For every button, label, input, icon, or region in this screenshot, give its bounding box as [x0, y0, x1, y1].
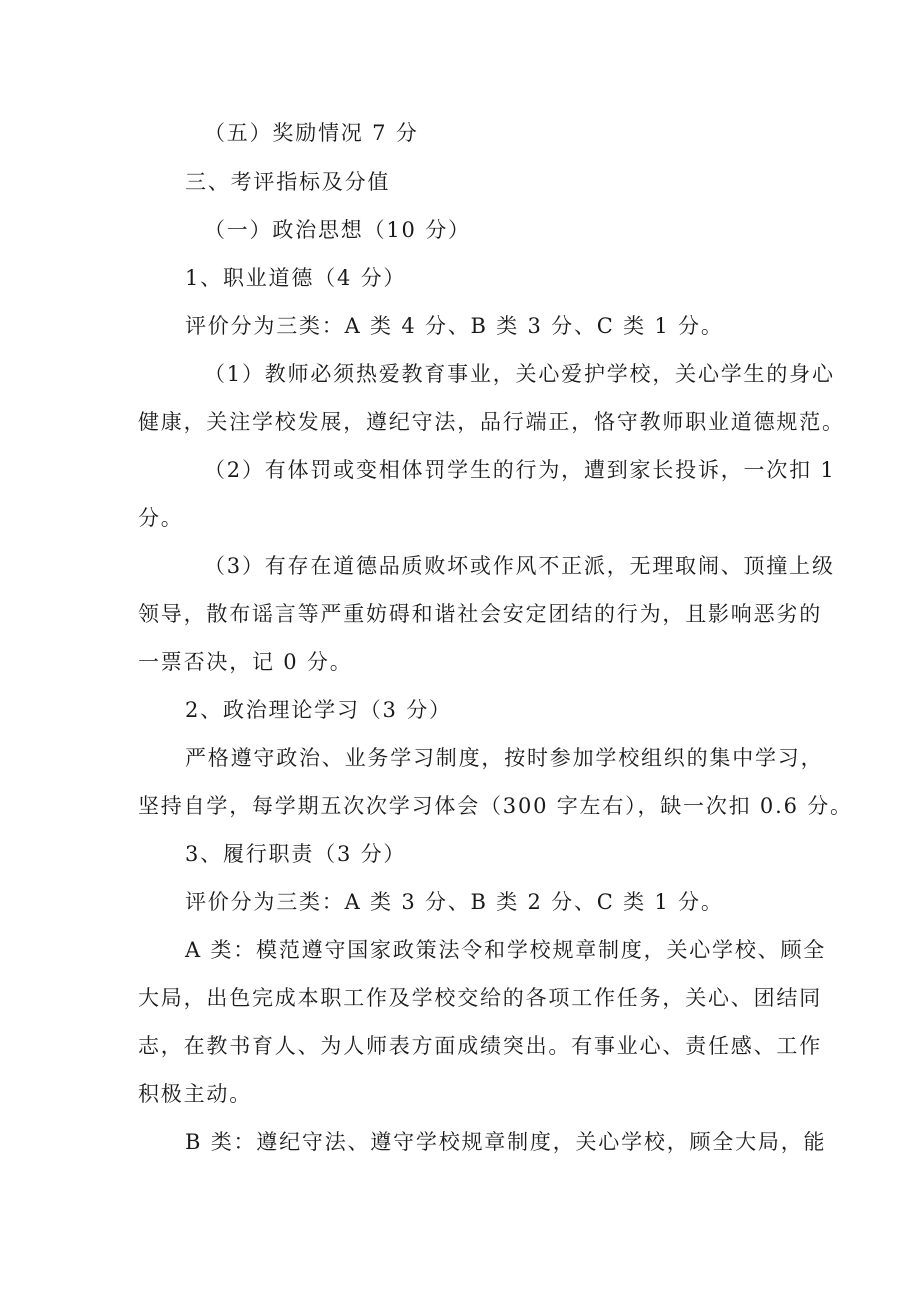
paragraph-text: 坚持自学，每学期五次次学习体会（300 字左右），缺一次扣 0.6 分。 [138, 794, 853, 818]
paragraph-text: 大局，出色完成本职工作及学校交给的各项工作任务，关心、团结同 [138, 986, 822, 1010]
paragraph-text: 分。 [138, 506, 184, 530]
heading-ethics: 1、职业道德（4 分） [185, 266, 407, 290]
paragraph-text: 严格遵守政治、业务学习制度，按时参加学校组织的集中学习， [185, 746, 824, 770]
paragraph-text: 健康，关注学校发展，遵纪守法，品行端正，恪守教师职业道德规范。 [138, 410, 845, 434]
paragraph-text: B 类：遵纪守法、遵守学校规章制度，关心学校，顾全大局，能 [185, 1130, 827, 1154]
paragraph-text: 积极主动。 [138, 1082, 252, 1106]
paragraph-text: 志，在教书育人、为人师表方面成绩突出。有事业心、责任感、工作 [138, 1034, 822, 1058]
paragraph-text: （1）教师必须热爱教育事业，关心爱护学校，关心学生的身心 [204, 362, 835, 386]
paragraph-text: 一票否决，记 0 分。 [138, 650, 353, 674]
heading-duties: 3、履行职责（3 分） [185, 842, 407, 866]
heading-theory: 2、政治理论学习（3 分） [185, 698, 452, 722]
paragraph-text: A 类：模范遵守国家政策法令和学校规章制度，关心学校、顾全 [185, 938, 827, 962]
paragraph-text: （3）有存在道德品质败坏或作风不正派，无理取闹、顶撞上级 [204, 554, 835, 578]
heading-indicators: 三、考评指标及分值 [185, 170, 391, 194]
heading-politics: （一）政治思想（10 分） [204, 218, 471, 242]
section-reward: （五）奖励情况 7 分 [204, 121, 419, 145]
paragraph-text: 评价分为三类：A 类 3 分、B 类 2 分、C 类 1 分。 [185, 890, 724, 914]
paragraph-text: 评价分为三类：A 类 4 分、B 类 3 分、C 类 1 分。 [185, 314, 724, 338]
paragraph-text: （2）有体罚或变相体罚学生的行为，遭到家长投诉，一次扣 1 [204, 458, 836, 482]
paragraph-text: 领导，散布谣言等严重妨碍和谐社会安定团结的行为，且影响恶劣的 [138, 602, 822, 626]
